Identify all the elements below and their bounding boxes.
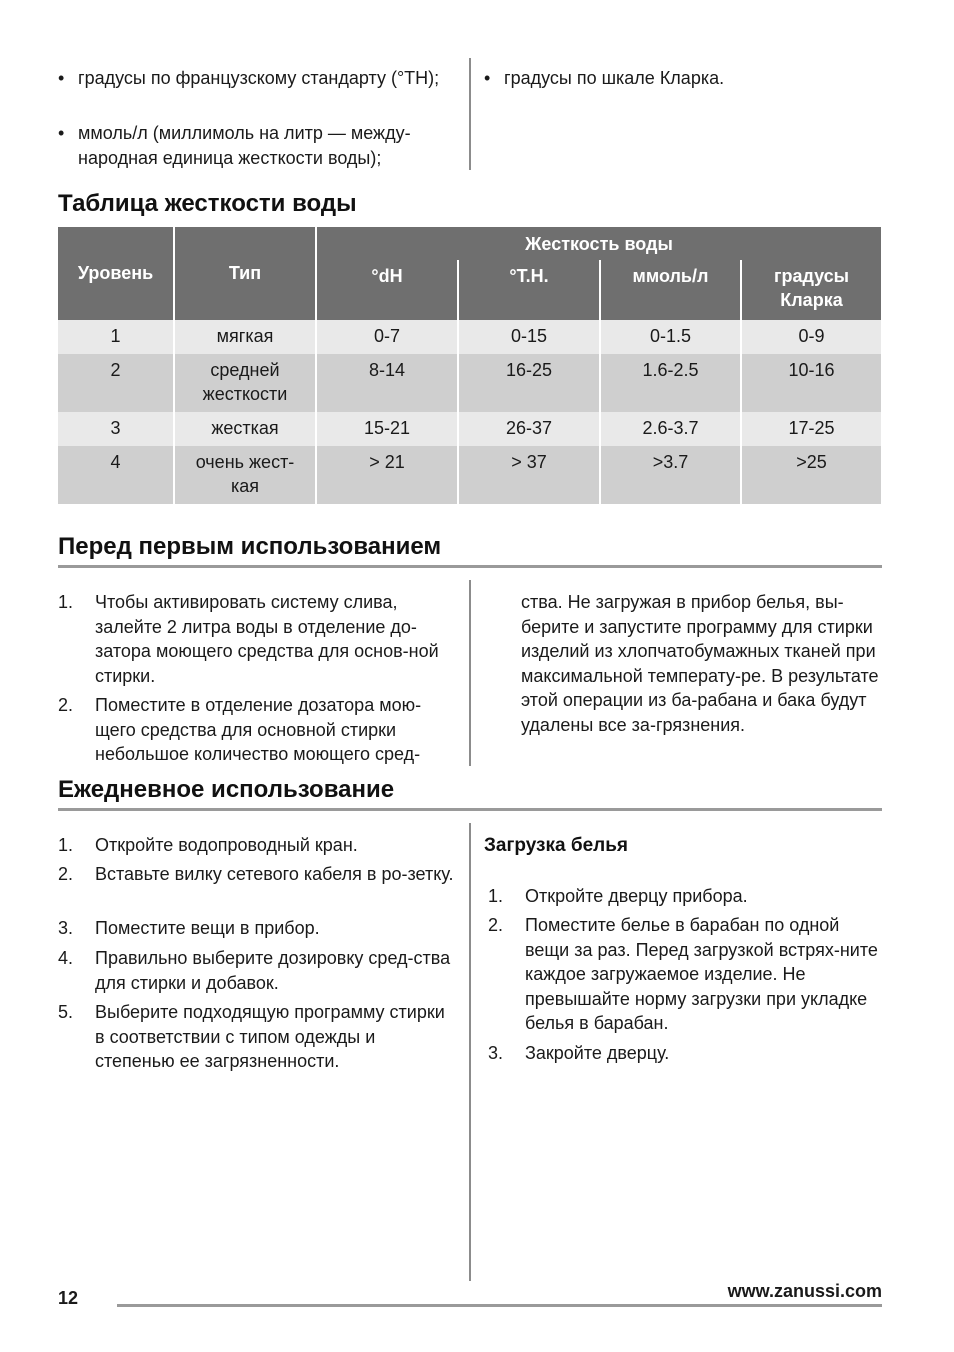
header-th: °T.H. (457, 260, 599, 320)
page-number: 12 (58, 1288, 79, 1308)
cell-th: > 37 (457, 446, 599, 504)
unit-mmol: ммоль/л (миллимоль на литр — между-народная единица жесткости воды); (78, 123, 411, 168)
cell-clark: 0-9 (740, 320, 881, 354)
column-divider (469, 823, 471, 1281)
list-item (488, 913, 880, 1036)
cell-level: 1 (58, 320, 173, 354)
step-number: 4. (58, 948, 74, 968)
list-item (58, 916, 456, 941)
section-rule (58, 808, 882, 811)
cell-mmol: 0-1.5 (599, 320, 740, 354)
cell-level: 4 (58, 446, 173, 504)
cell-type: мягкая (173, 320, 315, 354)
step-number: 2. (488, 915, 504, 935)
table-row (58, 412, 881, 446)
step-text: Поместите в отделение дозатора мою-щего средства для основной стирки небольшое количество моющего сред- (95, 695, 422, 764)
cell-mmol: >3.7 (599, 446, 740, 504)
column-divider (469, 58, 471, 170)
bullet: • (58, 123, 65, 143)
header-type: Тип (173, 227, 315, 320)
cell-level: 2 (58, 354, 173, 412)
step-number: 5. (58, 1002, 74, 1022)
step-text: Выберите подходящую программу стирки в соответствии с типом одежды и степенью ее загрязненности. (95, 1002, 445, 1071)
cell-th: 16-25 (457, 354, 599, 412)
step-number: 1. (58, 835, 74, 855)
website-url: www.zanussi.com (727, 1281, 882, 1301)
list-item (58, 1000, 456, 1074)
header-level: Уровень (58, 227, 173, 320)
list-item (484, 66, 879, 91)
step-text: Чтобы активировать систему слива, залейте 2 литра воды в отделение до-затора моющего средства для основ-ной стирки. (95, 592, 439, 686)
list-item (488, 884, 880, 909)
step-text: Правильно выберите дозировку сред-ства для стирки и добавок. (95, 948, 451, 993)
column-divider (469, 580, 471, 766)
table-row (58, 446, 881, 504)
list-item (58, 862, 456, 887)
header-dh: °dH (315, 260, 457, 320)
list-item (58, 590, 456, 688)
step-number: 1. (58, 592, 74, 612)
cell-dh: 0-7 (315, 320, 457, 354)
step-text: Поместите вещи в прибор. (95, 918, 320, 938)
cell-mmol: 1.6-2.5 (599, 354, 740, 412)
step-continuation: ства. Не загружая в прибор белья, вы-берите и запустите программу для стирки изделий из хлопчатобумажных тканей при максимальной температу-ре. В результате этой операции из ба-рабана и бака будут удалены все за-грязнения. (521, 592, 879, 735)
list-item (58, 946, 456, 995)
step-text: Откройте водопроводный кран. (95, 835, 358, 855)
cell-level: 3 (58, 412, 173, 446)
step-text: Поместите белье в барабан по одной вещи за раз. Перед загрузкой встрях-ните каждое загружаемое изделие. Не превышайте норму загрузки при укладке белья в барабан. (525, 915, 878, 1033)
section-title-daily-use: Ежедневное использование (58, 776, 395, 803)
header-mmol: ммоль/л (599, 260, 740, 320)
step-number: 2. (58, 695, 74, 715)
step-text: Откройте дверцу прибора. (525, 886, 748, 906)
cell-clark: >25 (740, 446, 881, 504)
header-hardness-group: Жесткость воды (315, 227, 881, 260)
step-text: Вставьте вилку сетевого кабеля в ро-зетку. (95, 864, 454, 884)
table-row (58, 320, 881, 354)
subsection-title-loading: Загрузка белья (484, 835, 628, 856)
step-text: Закройте дверцу. (525, 1043, 670, 1063)
step-number: 1. (488, 886, 504, 906)
section-title-first-use: Перед первым использованием (58, 533, 442, 560)
header-clark: градусы Кларка (740, 260, 881, 320)
cell-dh: > 21 (315, 446, 457, 504)
table-title: Таблица жесткости воды (58, 190, 357, 217)
list-item (58, 693, 456, 767)
cell-th: 26-37 (457, 412, 599, 446)
list-item (58, 66, 453, 91)
step-number: 2. (58, 864, 74, 884)
cell-dh: 15-21 (315, 412, 457, 446)
bullet: • (58, 68, 65, 88)
cell-dh: 8-14 (315, 354, 457, 412)
cell-th: 0-15 (457, 320, 599, 354)
step-number: 3. (488, 1043, 504, 1063)
cell-type: жесткая (173, 412, 315, 446)
section-rule (58, 565, 882, 568)
step-number: 3. (58, 918, 74, 938)
list-item (58, 121, 453, 170)
unit-french: градусы по французскому стандарту (°TH); (78, 68, 440, 88)
list-item (488, 1041, 880, 1066)
cell-type: очень жест-кая (173, 446, 315, 504)
footer-rule (117, 1304, 882, 1307)
cell-clark: 17-25 (740, 412, 881, 446)
cell-mmol: 2.6-3.7 (599, 412, 740, 446)
hardness-table (58, 227, 881, 504)
unit-clark: градусы по шкале Кларка. (504, 68, 725, 88)
cell-type: средней жесткости (173, 354, 315, 412)
bullet: • (484, 68, 491, 88)
list-item (58, 833, 456, 858)
table-row (58, 354, 881, 412)
cell-clark: 10-16 (740, 354, 881, 412)
